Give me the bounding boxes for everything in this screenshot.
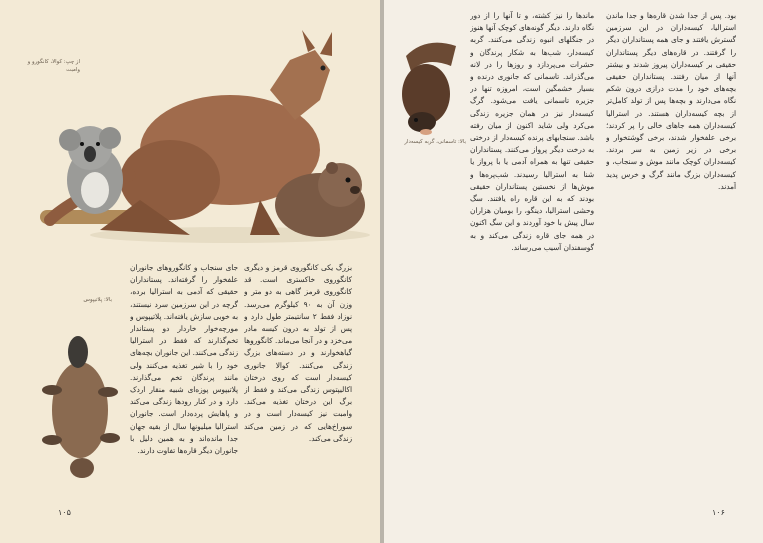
paragraph: بود. پس از جدا شدن قاره‌ها و جدا ماندن استرالیا، کیسه‌داران در این سرزمین گسترش یافتند و جای همه پستانداران دیگر را گرفتند. در قاره‌های دیگر پستانداران حقیقی بر کیسه‌داران پیروز شدند و بیشتر آنها از میان رفتند. پستانداران حقیقی بچه‌های خود را مدت درازی درون شکم نگاه می‌دارند و بچه‌ها پس از تولد کامل‌تر از بچه کیسه‌داران هستند. در استرالیا کیسه‌داران همه جاهای خالی را پر کردند؛ برخی علفخوار شدند، برخی گوشتخوار و برخی در زیر زمین به سر بردند. کیسه‌داران کوچک مانند موش و سنجاب، و کیسه‌داران بزرگ مانند گرگ و خرس پدید آمدند. — [606, 11, 736, 191]
page-number: ۱۰۶ — [712, 508, 725, 517]
illustration-caption: از چپ: کوالا، کانگورو و وامبت — [27, 59, 80, 74]
paragraph: بزرگ یکی کانگوروی قرمز و دیگری کانگوروی خاکستری است. قد کانگوروی قرمز گاهی به دو متر و وزن آن به ۹۰ کیلوگرم می‌رسد. نوزاد فقط ۲ سانتیمتر طول دارد و پس از تولد به درون کیسه مادر می‌خزد و در آنجا می‌ماند. کانگوروها گیاهخوارند و در دسته‌های بزرگ زندگی می‌کنند. کوالا جانوری کیسه‌دار است که روی درختان اکالیپتوس زندگی می‌کند و فقط از برگ این درختان تغذیه می‌کند. وامبت نیز کیسه‌دار است و در سوراخ‌هایی که در زمین می‌کند زندگی می‌کند. — [244, 263, 352, 443]
left-page-column-right — [244, 262, 352, 502]
tasmanian-devil-illustration — [396, 36, 466, 136]
paragraph: ماندها را نیز کشته، و تا آنها را از دور نگاه دارند. دیگر گونه‌های کوچک آنها هنوز در جنگلهای انبوه زندگی می‌کنند. گربه کیسه‌دار، شب‌ها به شکار پرندگان و حشرات می‌پردازد و روزها را در لانه می‌گذراند. تاسمانی که جانوری درنده و بسیار خشمگین است، امروزه تنها در جزیره تاسمانی یافت می‌شود. گرگ کیسه‌دار نیز در همان جزیره زندگی می‌کرد ولی شاید اکنون از میان رفته باشد. سنجابهای پرنده کیسه‌دار از درختی به درخت دیگر پرواز می‌کنند. پستانداران حقیقی تنها به همراه آدمی یا با پرواز یا شنا به استرالیا رسیدند. شب‌پره‌ها و موش‌ها از نخستین پستانداران حقیقی بودند که به این قاره راه یافتند. سگ وحشی استرالیا، دینگو، را بومیان هزاران سال پیش با خود آوردند و این سگ اکنون در همه جای قاره زندگی می‌کند و به گوسفندان آسیب می‌رساند. — [470, 11, 594, 252]
right-page-column-right — [606, 10, 736, 498]
platypus-caption: بالا: پلاتیپوس — [83, 297, 112, 303]
illustration-caption: بالا: تاسمانی، گربه کیسه‌دار — [404, 139, 466, 145]
paragraph: جای سنجاب و کانگوروهای جانوران علفخوار را گرفته‌اند. پستانداران حقیقی که آدمی به استرالیا برده، گرچه در این سرزمین سرد نیستند، به خوبی سازش یافته‌اند. پلاتیپوس و مورچه‌خوار خاردار دو پستاندار تخم‌گذارند که فقط در استرالیا زندگی می‌کنند. این جانوران بچه‌های خود را با شیر تغذیه می‌کنند ولی مانند پرندگان تخم می‌گذارند. پلاتیپوس پوزه‌ای شبیه منقار اردک دارد و در کنار رودها زندگی می‌کند و پاهایش پرده‌دار است. جانوران استرالیا میلیونها سال از بقیه جهان جدا مانده‌اند و به همین دلیل با جانوران دیگر قاره‌ها تفاوت دارند. — [130, 263, 238, 456]
platypus-illustration — [38, 330, 128, 480]
page-number: ۱۰۵ — [58, 508, 71, 517]
right-page — [384, 0, 763, 543]
right-page-column-left — [470, 10, 594, 498]
kangaroo-koala-wombat-illustration — [40, 30, 370, 250]
left-page-column-left — [130, 262, 238, 502]
left-page — [0, 0, 380, 543]
